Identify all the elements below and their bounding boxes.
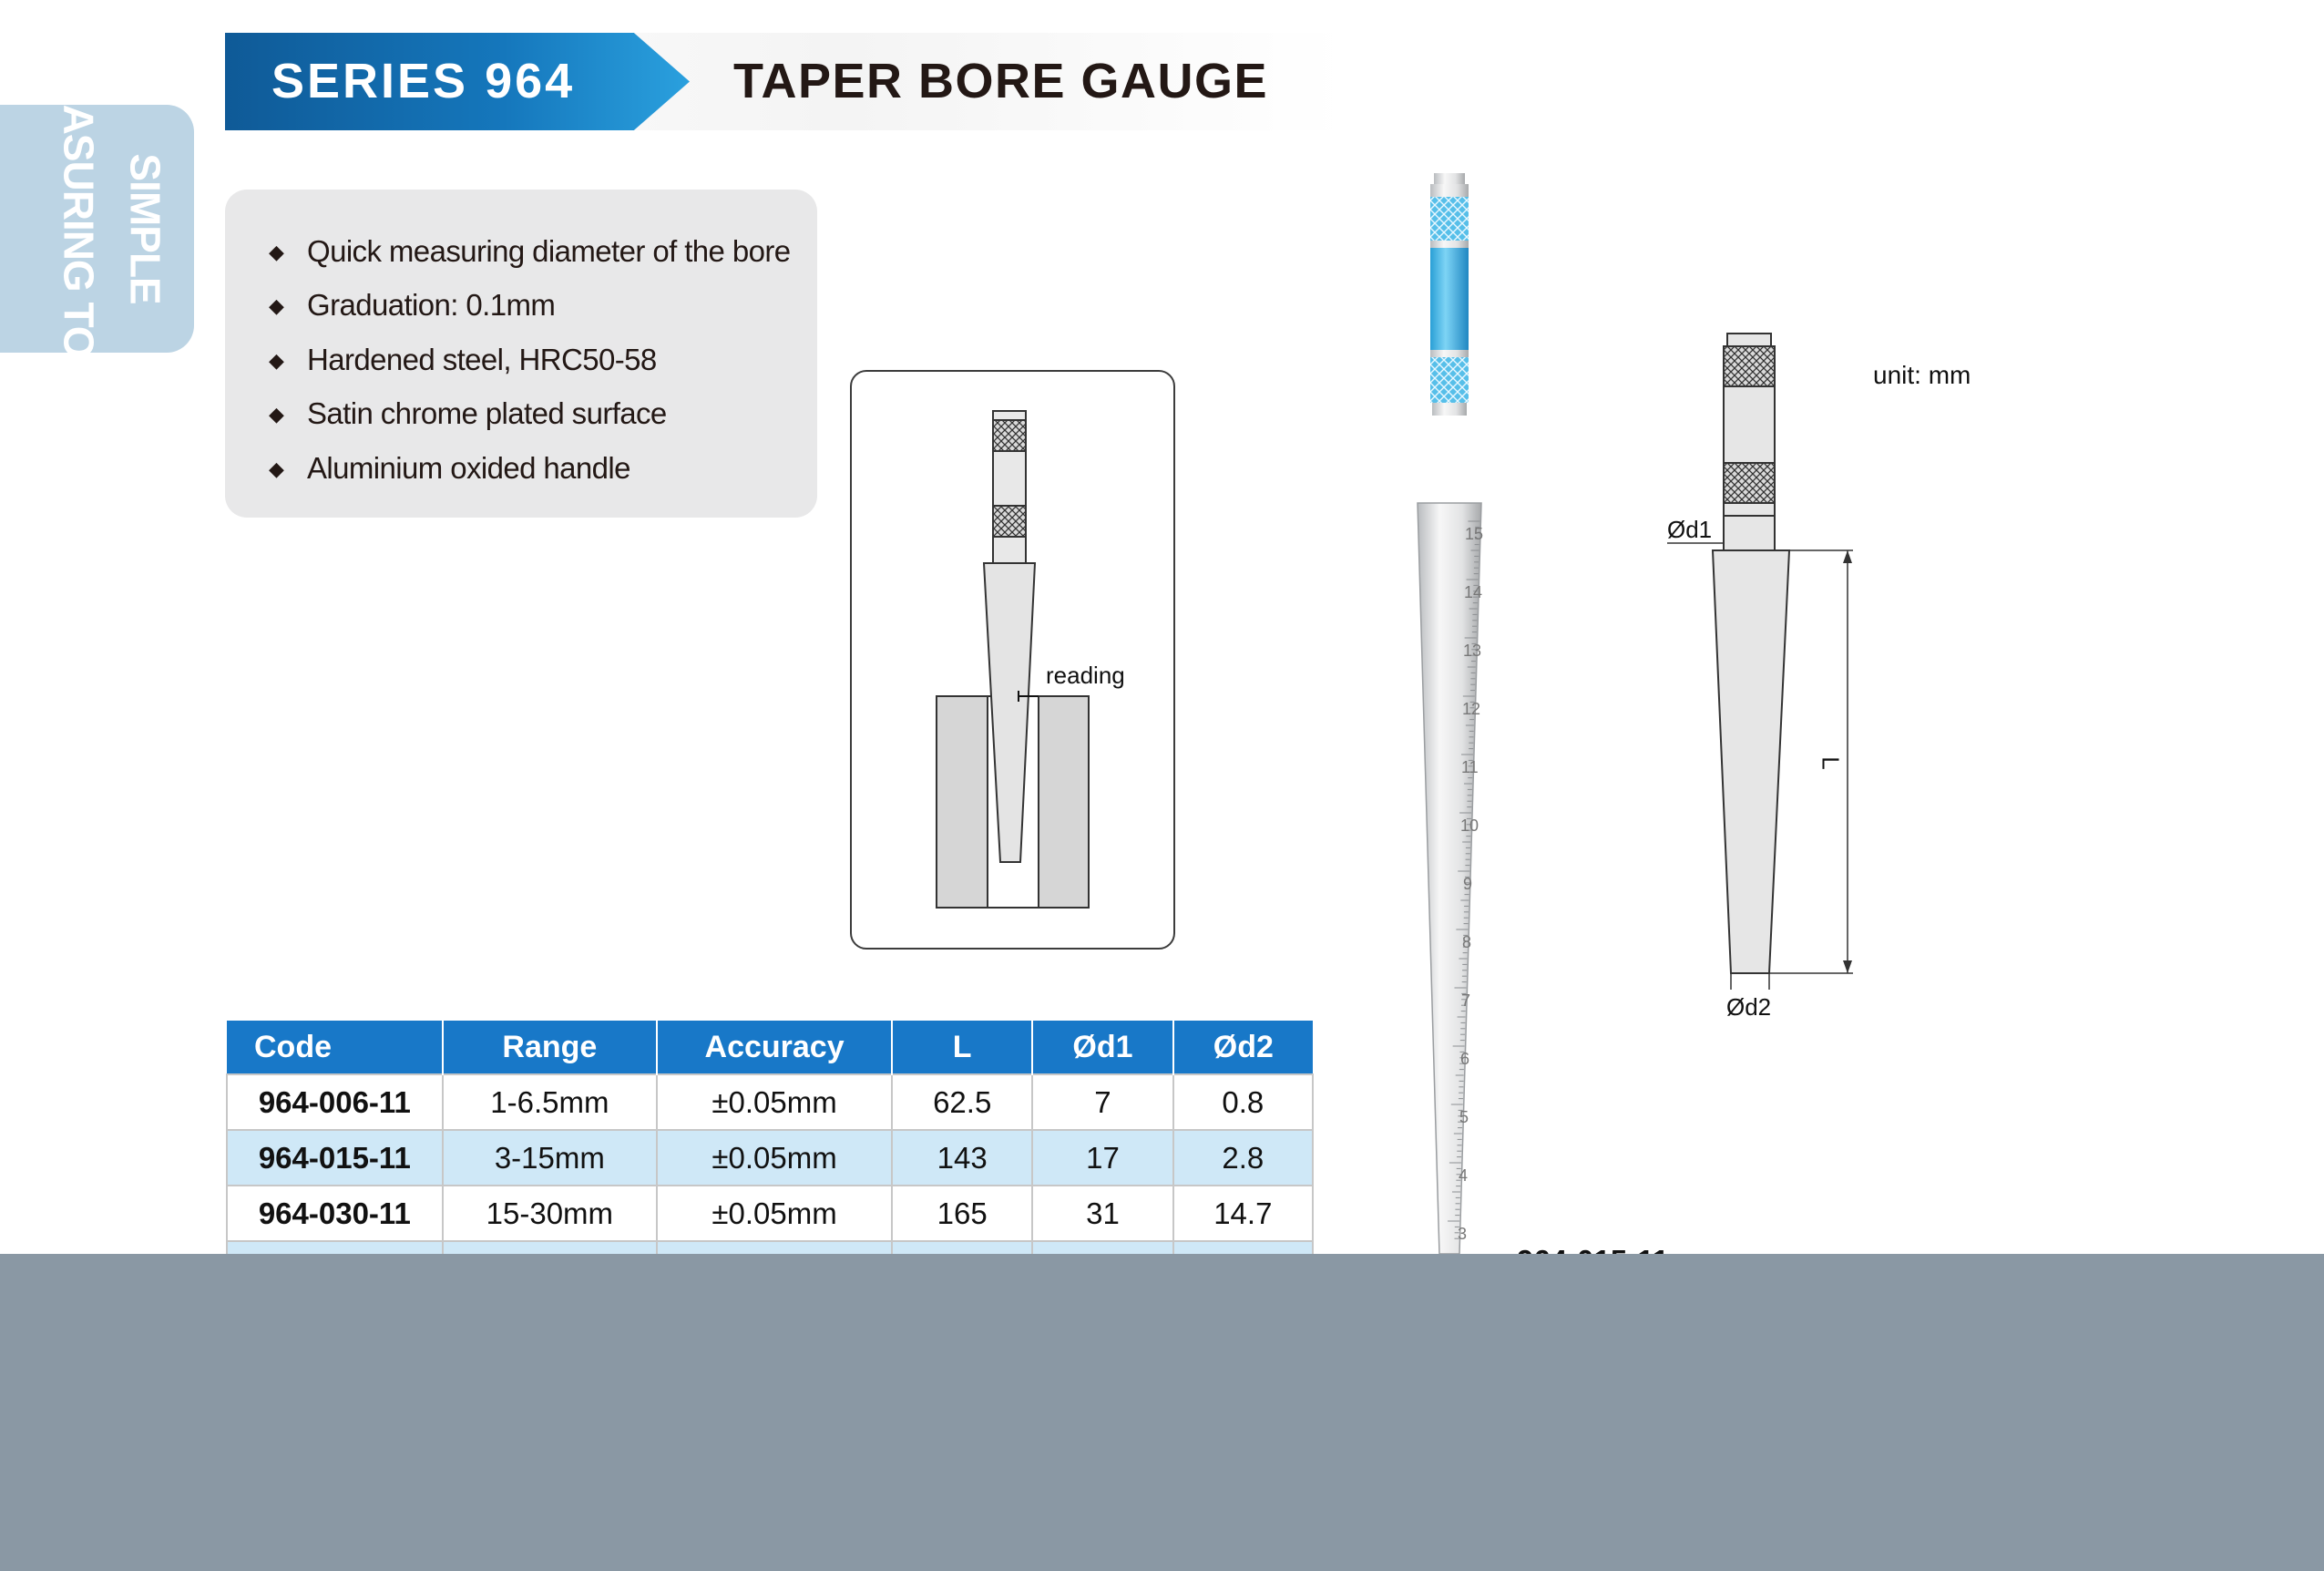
cell-range: 1-6.5mm bbox=[443, 1074, 657, 1130]
unit-label: unit: mm bbox=[1873, 361, 1971, 389]
cell-d1: 17 bbox=[1032, 1130, 1172, 1186]
feature-text: Quick measuring diameter of the bore bbox=[307, 234, 791, 268]
cell-length: 143 bbox=[892, 1130, 1032, 1186]
feature-item bbox=[269, 395, 667, 433]
scale-number: 11 bbox=[1461, 758, 1479, 776]
side-tab-text-simple: SIMPLE bbox=[122, 153, 169, 304]
table-row bbox=[227, 1074, 1313, 1130]
feature-list-box bbox=[225, 190, 817, 518]
header-accuracy: Accuracy bbox=[657, 1021, 892, 1074]
header-range: Range bbox=[443, 1021, 657, 1074]
diamond-bullet-icon: ◆ bbox=[269, 403, 284, 426]
cell-d2: 14.7 bbox=[1173, 1186, 1313, 1241]
scale-number: 13 bbox=[1463, 642, 1482, 660]
feature-text: Hardened steel, HRC50-58 bbox=[307, 343, 657, 376]
header-code: Code bbox=[227, 1021, 443, 1074]
feature-text: Graduation: 0.1mm bbox=[307, 288, 556, 322]
header-length: L bbox=[892, 1021, 1032, 1074]
scale-number: 5 bbox=[1459, 1108, 1469, 1126]
scale-number: 10 bbox=[1460, 816, 1479, 835]
cell-d2: 0.8 bbox=[1173, 1074, 1313, 1130]
table-header-row bbox=[227, 1021, 1313, 1074]
cell-range: 3-15mm bbox=[443, 1130, 657, 1186]
side-tab-text-measuring-tool: MEASURING TOOL bbox=[55, 43, 103, 415]
diamond-bullet-icon: ◆ bbox=[269, 294, 284, 317]
scale-number: 12 bbox=[1462, 700, 1481, 718]
cell-accuracy: ±0.05mm bbox=[657, 1130, 892, 1186]
scale-number: 7 bbox=[1461, 991, 1471, 1010]
dimension-drawing bbox=[1658, 328, 1877, 1021]
side-category-tab bbox=[0, 43, 194, 415]
table-row bbox=[227, 1186, 1313, 1241]
brand-logo-text: ACCUD bbox=[1407, 282, 1435, 380]
cell-d1: 7 bbox=[1032, 1074, 1172, 1130]
bottom-overlay-panel bbox=[0, 1254, 2324, 1571]
diamond-bullet-icon: ◆ bbox=[269, 241, 284, 263]
feature-item bbox=[269, 287, 555, 324]
scale-number: 9 bbox=[1463, 875, 1473, 893]
feature-item bbox=[269, 233, 791, 271]
cell-length: 165 bbox=[892, 1186, 1032, 1241]
d2-label: Ød2 bbox=[1726, 993, 1772, 1021]
diamond-bullet-icon: ◆ bbox=[269, 457, 284, 480]
feature-text: Satin chrome plated surface bbox=[307, 396, 667, 430]
cell-code: 964-015-11 bbox=[227, 1130, 443, 1186]
scale-number: 3 bbox=[1458, 1225, 1468, 1243]
feature-text: Aluminium oxided handle bbox=[307, 451, 630, 485]
diamond-bullet-icon: ◆ bbox=[269, 349, 284, 372]
scale-number: 4 bbox=[1459, 1166, 1469, 1185]
cell-accuracy: ±0.05mm bbox=[657, 1074, 892, 1130]
series-title: SERIES 964 bbox=[271, 54, 576, 108]
scale-number: 6 bbox=[1460, 1050, 1470, 1068]
d1-label: Ød1 bbox=[1667, 516, 1713, 543]
cell-length: 62.5 bbox=[892, 1074, 1032, 1130]
cell-range: 15-30mm bbox=[443, 1186, 657, 1241]
cell-accuracy: ±0.05mm bbox=[657, 1186, 892, 1241]
cell-code: 964-006-11 bbox=[227, 1074, 443, 1130]
table-row bbox=[227, 1130, 1313, 1186]
header-d1: Ød1 bbox=[1032, 1021, 1172, 1074]
scale-number: 15 bbox=[1465, 525, 1484, 543]
cell-d2: 2.8 bbox=[1173, 1130, 1313, 1186]
reading-diagram-card bbox=[850, 370, 1175, 950]
scale-number: 8 bbox=[1462, 933, 1472, 951]
cell-d1: 31 bbox=[1032, 1186, 1172, 1241]
feature-item bbox=[269, 342, 657, 379]
product-title: TAPER BORE GAUGE bbox=[733, 54, 1269, 108]
reading-diagram-illustration bbox=[852, 372, 1173, 948]
feature-item bbox=[269, 450, 630, 488]
reading-label: reading bbox=[1046, 662, 1125, 689]
header-d2: Ød2 bbox=[1173, 1021, 1313, 1074]
length-label: L bbox=[1817, 756, 1845, 770]
scale-number: 14 bbox=[1464, 583, 1483, 601]
cell-code: 964-030-11 bbox=[227, 1186, 443, 1241]
